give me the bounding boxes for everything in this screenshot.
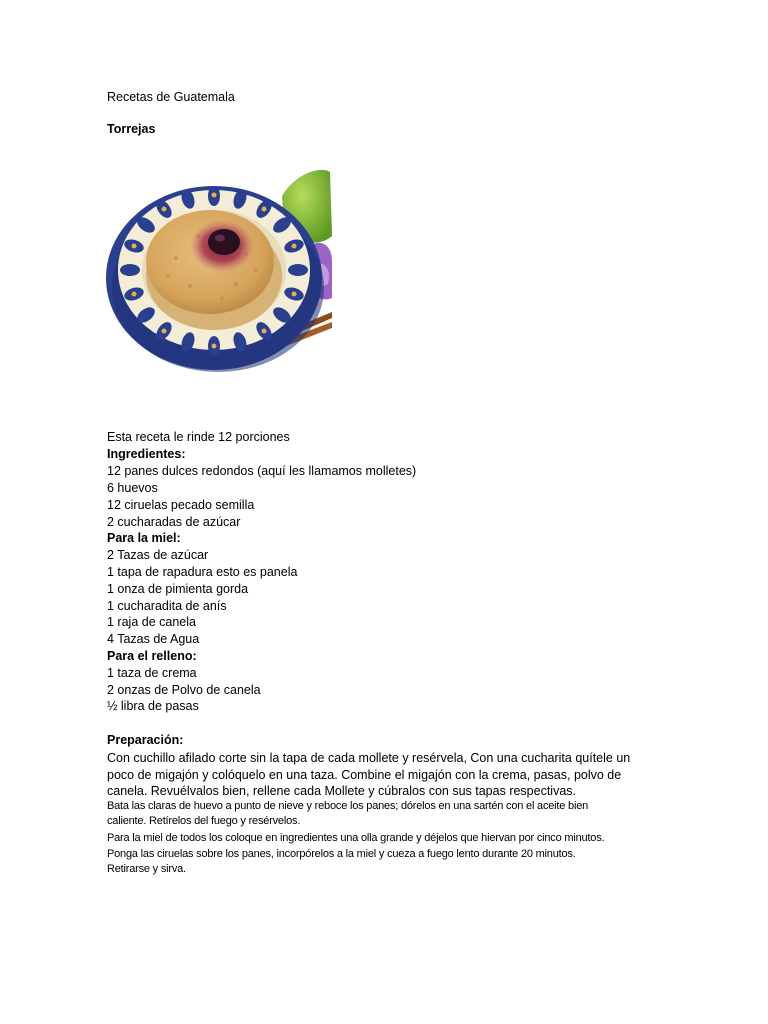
ingredient-item: 2 cucharadas de azúcar (107, 515, 241, 529)
preparation-small-line: Bata las claras de huevo a punto de nieve y reboce los panes; dórelos en una sartén con el aceite bien (107, 800, 589, 812)
torreja-photo-illustration (106, 166, 332, 382)
syrup-heading: Para la miel: (107, 531, 181, 545)
syrup-ingredient-item: 2 Tazas de azúcar (107, 548, 209, 562)
preparation-heading: Preparación: (107, 733, 184, 747)
document-header: Recetas de Guatemala (107, 90, 235, 104)
preparation-small-line: Ponga las ciruelas sobre los panes, incorpórelos a la miel y cueza a fuego lento durante 20 minutos. (107, 848, 576, 860)
filling-ingredient-item: ½ libra de pasas (107, 699, 199, 713)
preparation-small-line: Para la miel de todos los coloque en ingredientes una olla grande y déjelos que hiervan por cinco minutos. (107, 832, 605, 844)
recipe-photo (106, 166, 332, 382)
syrup-ingredient-item: 1 cucharadita de anís (107, 599, 227, 613)
filling-heading: Para el relleno: (107, 649, 197, 663)
preparation-line: canela. Revuélvalos bien, rellene cada Mollete y cúbralos con sus tapas respectivas. (107, 784, 577, 798)
preparation-line: poco de migajón y colóquelo en una taza. Combine el migajón con la crema, pasas, polvo de (107, 768, 622, 782)
ingredients-heading: Ingredientes: (107, 447, 186, 461)
yield-text: Esta receta le rinde 12 porciones (107, 430, 290, 444)
syrup-ingredient-item: 4 Tazas de Agua (107, 632, 200, 646)
ingredient-item: 12 ciruelas pecado semilla (107, 498, 255, 512)
preparation-small-line: Retirarse y sirva. (107, 863, 186, 875)
ingredient-item: 12 panes dulces redondos (aquí les llamamos molletes) (107, 464, 417, 478)
preparation-line: Con cuchillo afilado corte sin la tapa de cada mollete y resérvela, Con una cucharita quítele un (107, 751, 631, 765)
preparation-small-line: caliente. Retírelos del fuego y resérvelos. (107, 815, 301, 827)
syrup-ingredient-item: 1 raja de canela (107, 615, 196, 629)
syrup-ingredient-item: 1 onza de pimienta gorda (107, 582, 249, 596)
recipe-title: Torrejas (107, 122, 156, 136)
ingredient-item: 6 huevos (107, 481, 158, 495)
filling-ingredient-item: 2 onzas de Polvo de canela (107, 683, 261, 697)
filling-ingredient-item: 1 taza de crema (107, 666, 197, 680)
syrup-ingredient-item: 1 tapa de rapadura esto es panela (107, 565, 298, 579)
